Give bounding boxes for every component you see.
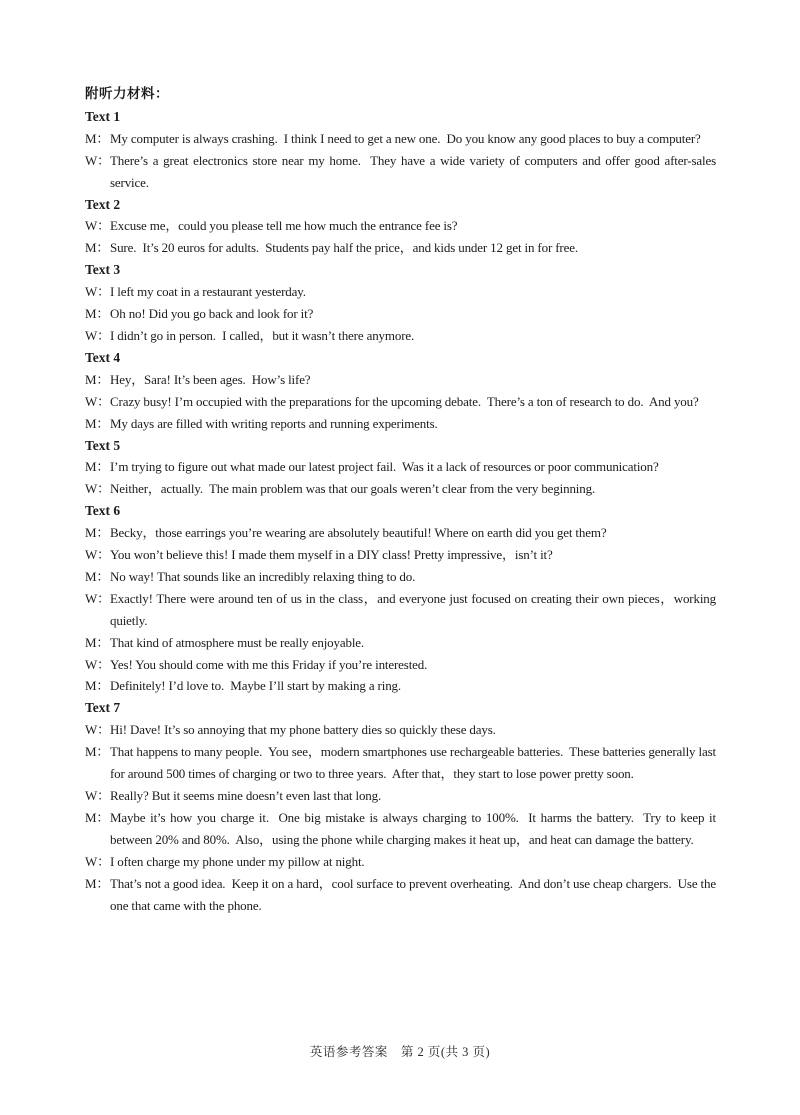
utterance-text: Hey，Sara! It’s been ages. How’s life? (110, 371, 311, 387)
utterance-text: I didn’t go in person. I called，but it wasn’t there anymore. (110, 327, 415, 343)
section-lines (85, 456, 716, 500)
speaker-label: M： (85, 809, 110, 825)
dialogue-line (85, 785, 716, 807)
speaker-label: M： (85, 306, 110, 322)
section-label: Text 2 (85, 196, 121, 212)
utterance-text: I often charge my phone under my pillow at night. (110, 853, 365, 869)
utterance-text: Hi! Dave! It’s so annoying that my phone battery dies so quickly these days. (110, 722, 496, 738)
dialogue-line (85, 588, 720, 632)
speaker-label: M： (85, 415, 110, 431)
utterance-text: Neither，actually. The main problem was that our goals weren’t clear from the very beginning. (110, 481, 596, 497)
utterance-text: That happens to many people. You see，modern smartphones use rechargeable batteries. These batteries generally last for around 500 times of charging or two to three years. After that，they start to lose power pretty soon. (110, 744, 720, 782)
dialogue-line (85, 544, 716, 566)
listening-material-heading: 附听力材料： (85, 86, 169, 102)
transcript-sections (85, 106, 720, 917)
section-label: Text 5 (85, 437, 121, 453)
dialogue-line (85, 150, 720, 194)
utterance-text: Oh no! Did you go back and look for it? (110, 306, 314, 322)
utterance-text: I’m trying to figure out what made our latest project fail. Was it a lack of resources or poor communication? (110, 459, 659, 475)
speaker-label: W： (85, 722, 110, 738)
dialogue-line (85, 719, 716, 741)
text-section (85, 697, 720, 916)
speaker-label: M： (85, 240, 110, 256)
utterance-text: Exactly! There were around ten of us in the class，and everyone just focused on creating their own pieces，working quietly. (110, 590, 720, 628)
dialogue-line (85, 632, 716, 654)
section-lines (85, 128, 720, 194)
speaker-label: M： (85, 130, 110, 146)
dialogue-line (85, 522, 716, 544)
speaker-label: M： (85, 634, 110, 650)
speaker-label: M： (85, 568, 110, 584)
section-lines (85, 369, 716, 435)
dialogue-line (85, 413, 716, 435)
section-label: Text 4 (85, 349, 121, 365)
speaker-label: M： (85, 744, 110, 760)
utterance-text: I left my coat in a restaurant yesterday. (110, 284, 306, 300)
dialogue-line (85, 237, 716, 259)
dialogue-line (85, 456, 716, 478)
speaker-label: M： (85, 525, 110, 541)
dialogue-line (85, 873, 720, 917)
speaker-label: M： (85, 678, 110, 694)
speaker-label: W： (85, 656, 110, 672)
utterance-text: There’s a great electronics store near my home. They have a wide variety of computers and offer good after-sales service. (110, 152, 720, 190)
section-lines (85, 522, 720, 697)
speaker-label: W： (85, 590, 110, 606)
section-lines (85, 215, 716, 259)
utterance-text: My computer is always crashing. I think I need to get a new one. Do you know any good places to buy a computer? (110, 130, 701, 146)
page-footer: 英语参考答案 第 2 页(共 3 页) (309, 1045, 491, 1059)
utterance-text: Yes! You should come with me this Friday if you’re interested. (110, 656, 428, 672)
speaker-label: W： (85, 788, 110, 803)
utterance-text: Maybe it’s how you charge it. One big mistake is always charging to 100%. It harms the battery. Try to keep it between 20% and 80%. Also，using the phone while charging makes it heat up，and heat can damage the battery. (110, 809, 720, 847)
dialogue-line (85, 741, 720, 785)
speaker-label: W： (85, 481, 110, 497)
dialogue-line (85, 478, 716, 500)
text-section (85, 106, 720, 194)
dialogue-line (85, 654, 716, 676)
dialogue-line (85, 281, 716, 303)
section-label: Text 7 (85, 700, 121, 716)
utterance-text: That’s not a good idea. Keep it on a hard，cool surface to prevent overheating. And don’t use cheap chargers. Use the one that came with the phone. (110, 875, 720, 913)
dialogue-line (85, 566, 716, 588)
speaker-label: W： (85, 284, 110, 300)
utterance-text: You won’t believe this! I made them myself in a DIY class! Pretty impressive，isn’t it? (110, 547, 553, 563)
dialogue-line (85, 807, 720, 851)
speaker-label: M： (85, 459, 110, 475)
dialogue-line (85, 851, 716, 873)
speaker-label: W： (85, 547, 110, 563)
dialogue-line (85, 675, 716, 697)
utterance-text: Becky，those earrings you’re wearing are absolutely beautiful! Where on earth did you get them? (110, 525, 607, 541)
utterance-text: Really? But it seems mine doesn’t even last that long. (110, 788, 382, 803)
utterance-text: No way! That sounds like an incredibly relaxing thing to do. (110, 568, 416, 584)
utterance-text: Sure. It’s 20 euros for adults. Students pay half the price，and kids under 12 get in for free. (110, 240, 578, 256)
utterance-text: That kind of atmosphere must be really enjoyable. (110, 634, 365, 650)
speaker-label: W： (85, 393, 110, 409)
section-label: Text 6 (85, 503, 121, 519)
speaker-label: W： (85, 853, 110, 869)
dialogue-line (85, 303, 716, 325)
dialogue-line (85, 391, 716, 413)
text-section (85, 194, 716, 260)
dialogue-line (85, 369, 716, 391)
dialogue-line (85, 325, 716, 347)
section-lines (85, 719, 720, 916)
speaker-label: M： (85, 371, 110, 387)
utterance-text: My days are filled with writing reports and running experiments. (110, 415, 438, 431)
speaker-label: W： (85, 327, 110, 343)
section-label: Text 1 (85, 108, 121, 124)
section-lines (85, 281, 716, 347)
speaker-label: W： (85, 152, 110, 168)
utterance-text: Crazy busy! I’m occupied with the preparations for the upcoming debate. There’s a ton of research to do. And you? (110, 393, 699, 409)
dialogue-line (85, 128, 716, 150)
text-section (85, 500, 720, 697)
speaker-label: M： (85, 875, 110, 891)
speaker-label: W： (85, 218, 110, 234)
utterance-text: Excuse me，could you please tell me how much the entrance fee is? (110, 218, 458, 234)
utterance-text: Definitely! I’d love to. Maybe I’ll start by making a ring. (110, 678, 402, 694)
text-section (85, 259, 716, 347)
section-label: Text 3 (85, 262, 121, 278)
text-section (85, 435, 716, 501)
dialogue-line (85, 215, 716, 237)
text-section (85, 347, 716, 435)
transcript-content (85, 84, 720, 916)
